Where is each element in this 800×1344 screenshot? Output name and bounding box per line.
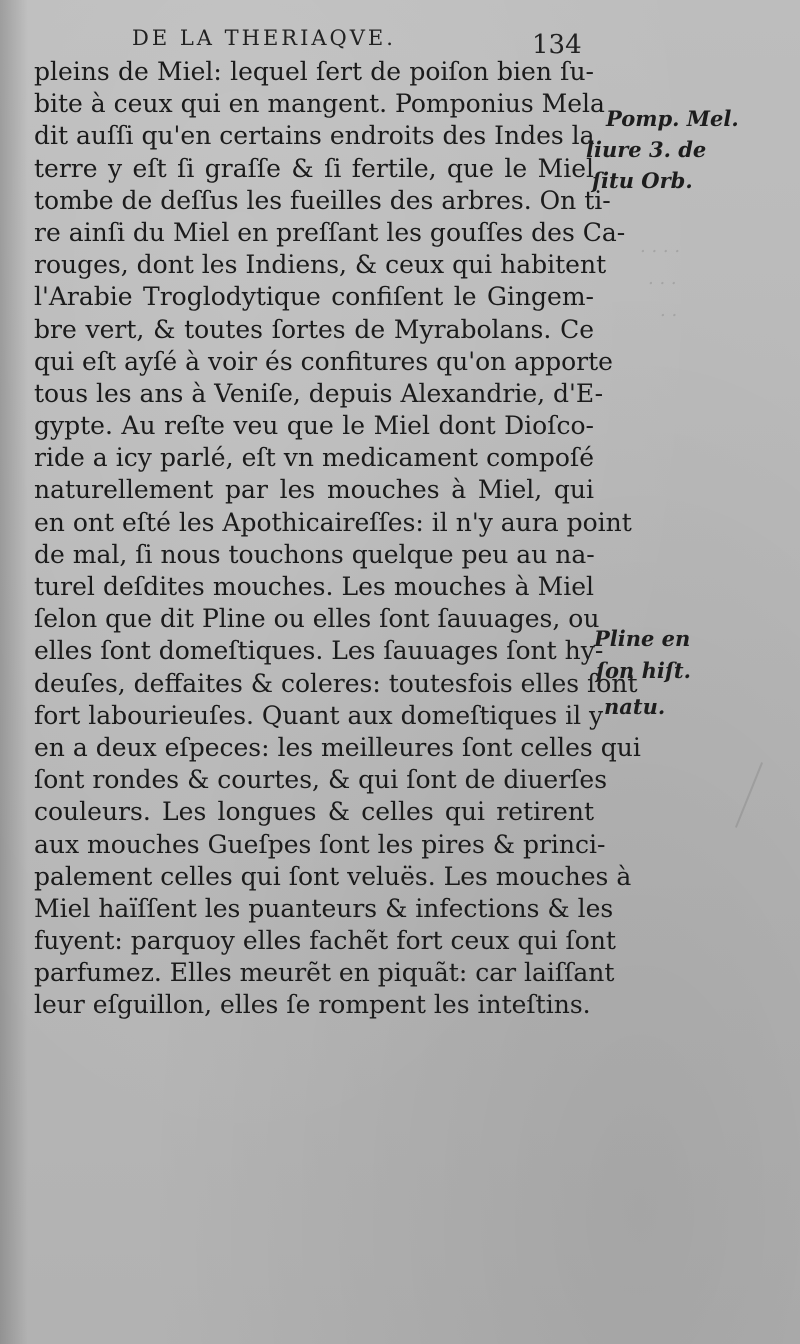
margin-note-pomponius-1: Pomp. Mel. <box>606 106 739 131</box>
text-line: Miel haïſſent les puanteurs & infections & les <box>34 893 614 923</box>
text-line: bite à ceux qui en mangent. Pomponius Mela <box>34 89 605 119</box>
text-line: en a deux eſpeces: les meilleures ſont celles qui <box>34 732 641 762</box>
text-line: fort labourieuſes. Quant aux domeſtiques il y <box>34 700 604 730</box>
text-line: ſelon que dit Pline ou elles ſont ſauuages, ou <box>34 604 600 634</box>
text-line: palement celles qui ſont veluës. Les mouches à <box>34 861 632 891</box>
text-line: naturellement par les mouches à Miel, qui <box>34 475 594 505</box>
margin-note-pline-3: natu. <box>604 694 666 719</box>
text-line: bre vert, & toutes ſortes de Myrabolans. Ce <box>34 314 594 344</box>
text-line: qui eſt ayſé à voir és confitures qu'on apporte <box>34 346 613 376</box>
text-line: leur eſguillon, elles ſe rompent les inteſtins. <box>34 990 591 1020</box>
paper-crease <box>735 762 763 828</box>
text-line: en ont eſté les Apothicaireſſes: il n'y aura point <box>34 507 632 537</box>
margin-note-pomponius-3: ſitu Orb. <box>592 168 693 193</box>
text-line: fuyent: parquoy elles fachẽt fort ceux qui ſont <box>34 926 616 956</box>
text-line: elles ſont domeſtiques. Les ſauuages ſont hy- <box>34 636 604 666</box>
text-line: aux mouches Gueſpes ſont les pires & princi- <box>34 829 606 859</box>
text-line: dit auſſi qu'en certains endroits des Indes la <box>34 121 595 151</box>
show-through-text: . . <box>660 300 678 321</box>
margin-note-pline-1: Pline en <box>594 626 691 651</box>
show-through-text: . . . . <box>640 236 681 257</box>
text-line: rouges, dont les Indiens, & ceux qui habitent <box>34 250 607 280</box>
text-line: de mal, ſi nous touchons quelque peu au na- <box>34 539 595 569</box>
text-line: re ainſi du Miel en preſſant les gouſſes des Ca- <box>34 217 626 247</box>
spine-shadow <box>0 0 28 1344</box>
text-line: couleurs. Les longues & celles qui retirent <box>34 797 594 827</box>
text-line: terre y eſt ſi graſſe & ſi fertile, que le Miel <box>34 153 594 183</box>
page-number: 134 <box>532 30 582 60</box>
margin-note-pomponius-2: liure 3. de <box>586 137 707 162</box>
body-text <box>34 56 641 1022</box>
text-line: ſont rondes & courtes, & qui ſont de diuerſes <box>34 765 608 795</box>
text-line: pleins de Miel: lequel ſert de poiſon bien ſu- <box>34 57 594 86</box>
show-through-text: . . . <box>648 268 677 289</box>
text-line: turel deſdites mouches. Les mouches à Miel <box>34 572 594 601</box>
text-line: ride a icy parlé, eſt vn medicament compoſé <box>34 443 594 473</box>
text-line: deuſes, deffaites & coleres: toutesfois elles ſont <box>34 668 638 698</box>
running-head: DE LA THERIAQVE. <box>132 26 396 50</box>
text-line: gypte. Au reſte veu que le Miel dont Dioſco- <box>34 411 594 441</box>
margin-note-pline-2: ſon hiſt. <box>596 658 691 683</box>
text-line: tombe de deſſus les fueilles des arbres. On ti- <box>34 185 611 215</box>
text-line: tous les ans à Veniſe, depuis Alexandrie, d'E- <box>34 378 604 408</box>
text-line: parfumez. Elles meurẽt en piquãt: car laiſſant <box>34 958 615 988</box>
text-line: l'Arabie Troglodytique confiſent le Gingem- <box>34 282 594 312</box>
